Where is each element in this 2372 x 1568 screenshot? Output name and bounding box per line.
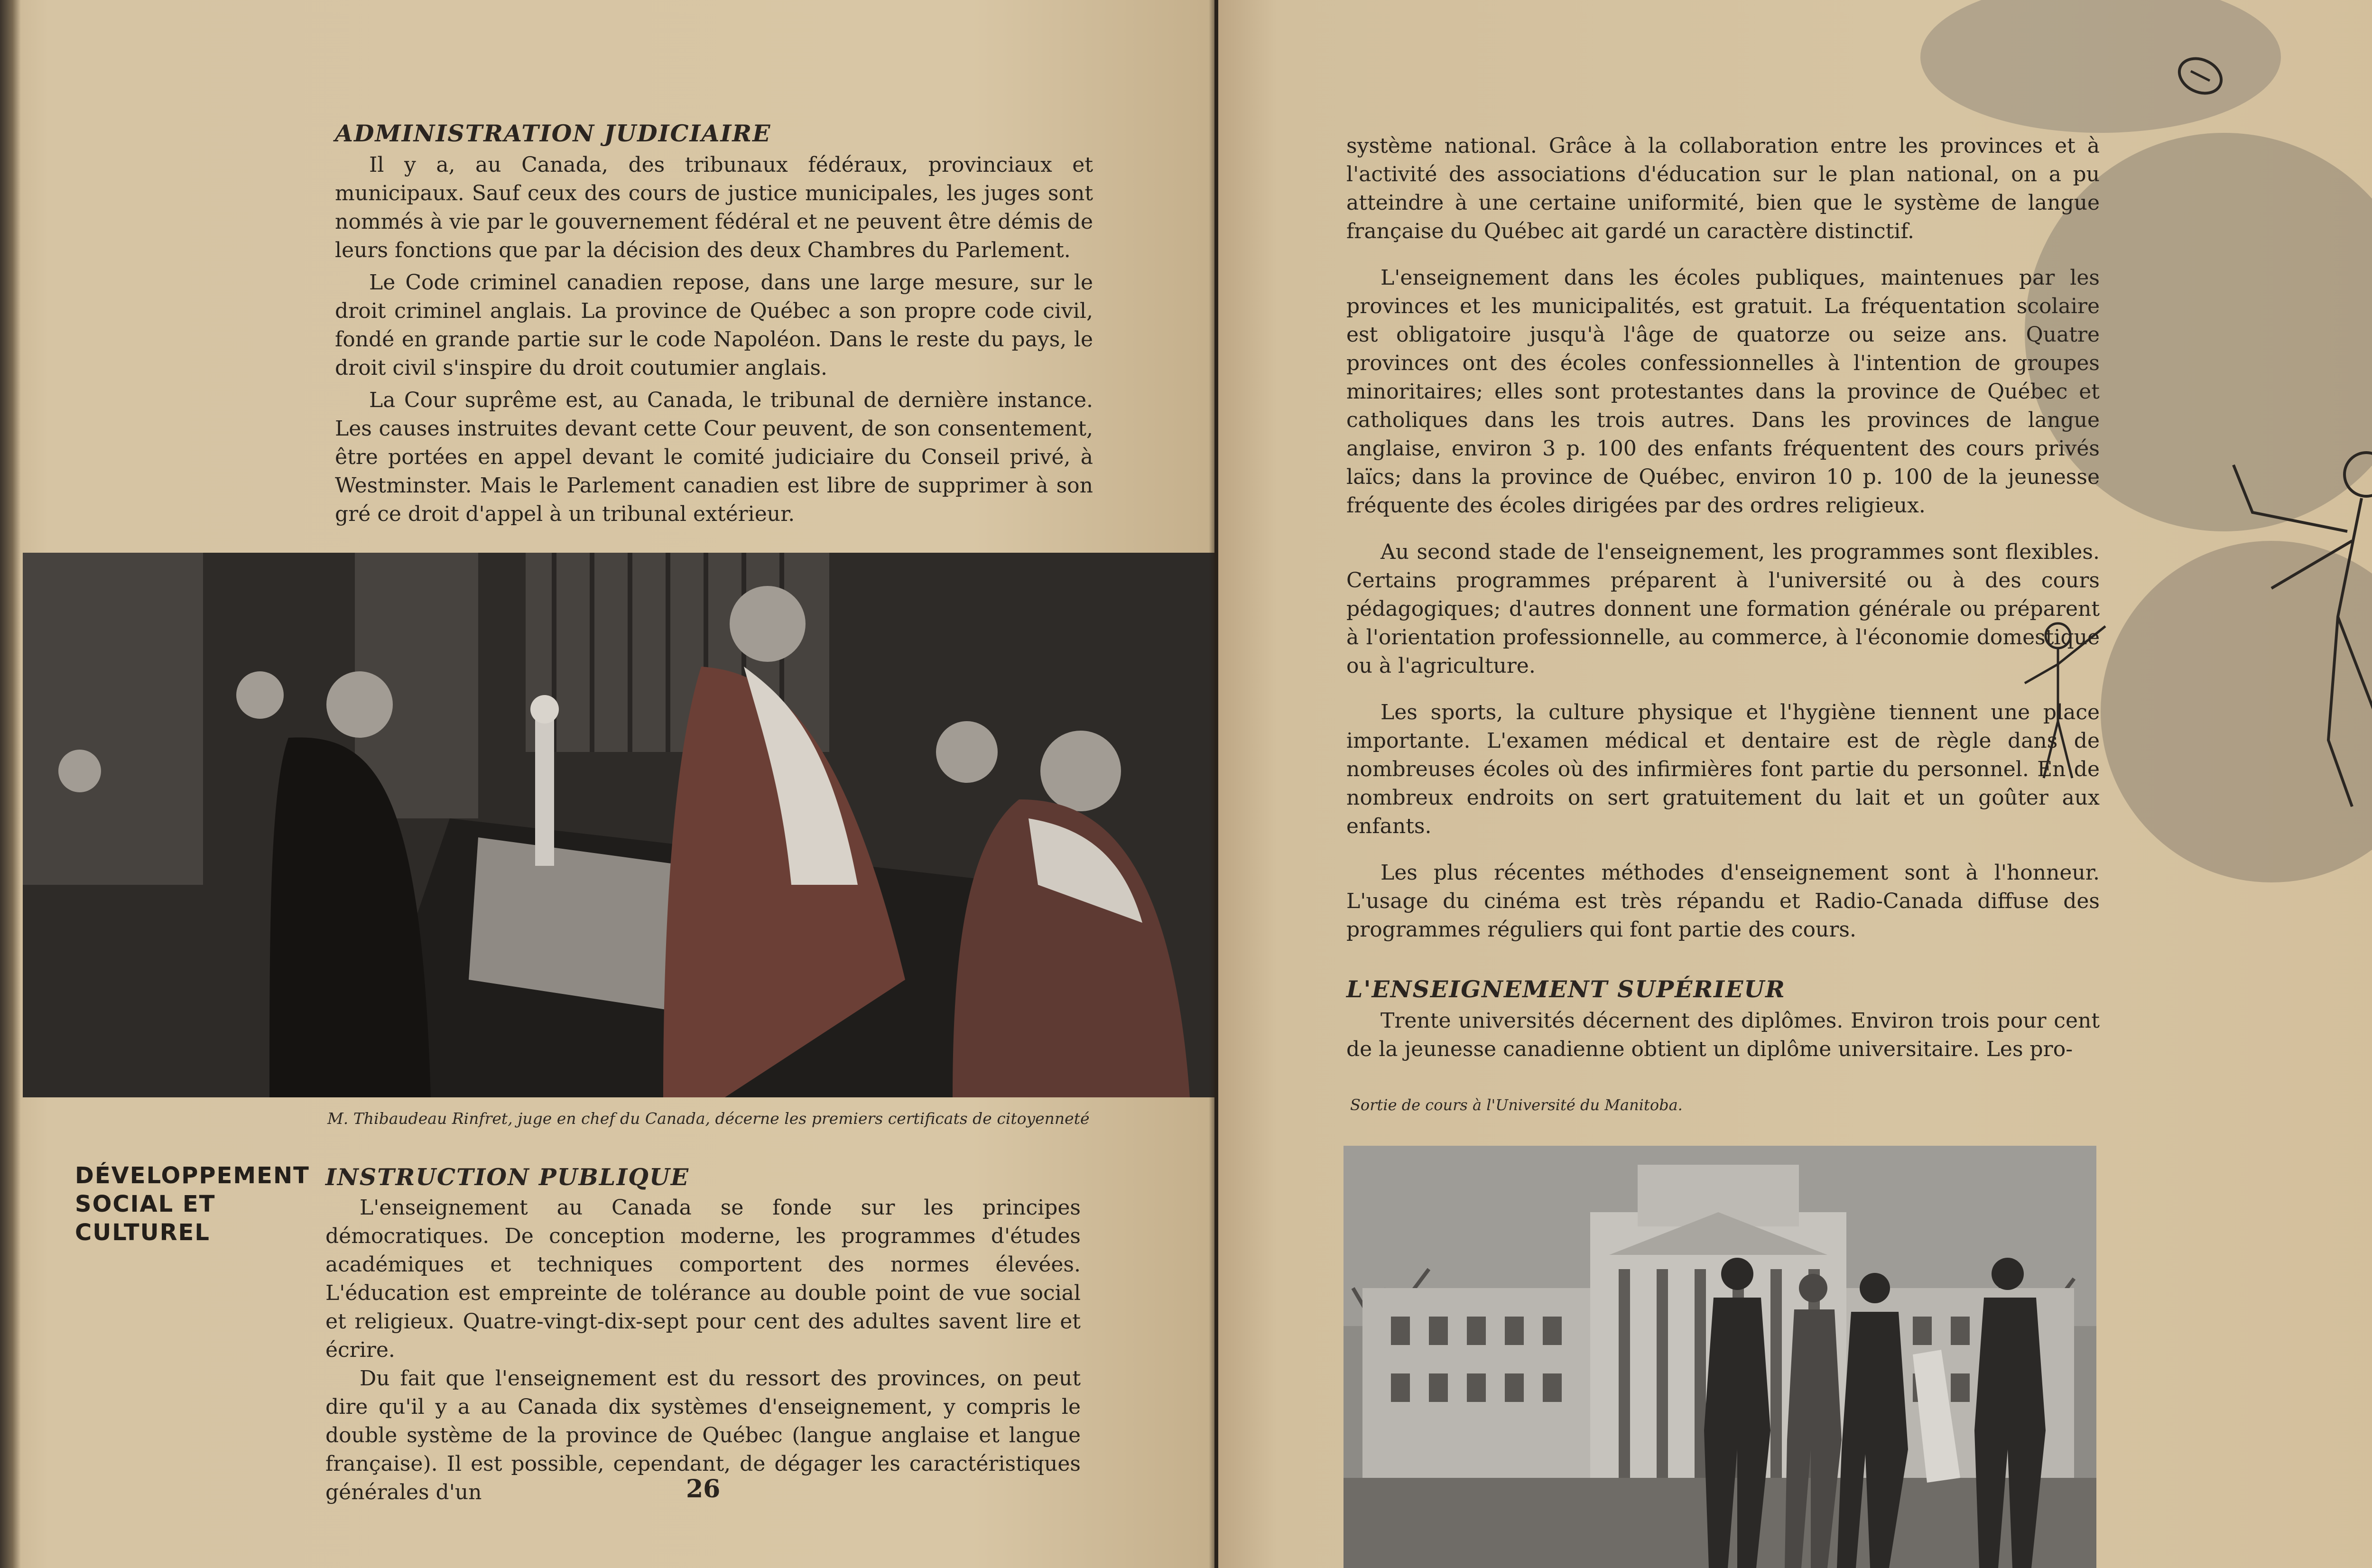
section-heading-superieur: L'ENSEIGNEMENT SUPÉRIEUR [1346, 975, 1786, 1003]
supreme-court-photo [23, 553, 1214, 1097]
side-title-line: SOCIAL ET [75, 1191, 216, 1217]
campus-photo-illustration [1344, 1146, 2096, 1568]
court-photo-caption: M. Thibaudeau Rinfret, juge en chef du Canada, décerne les premiers certificats de citoyenneté [327, 1109, 1090, 1128]
section-heading-administration: ADMINISTRATION JUDICIAIRE [335, 120, 771, 147]
campus-photo-caption: Sortie de cours à l'Université du Manitoba. [1350, 1096, 1683, 1114]
paragraph: Les sports, la culture physique et l'hygiène tiennent une place importante. L'examen médical et dentaire est de règle dans de nombreuses écoles où des infirmières font partie du personnel. En de nombreux endroits on sert gratuitement du lait et un goûter aux enfants. [1346, 700, 2100, 838]
right-column-text [1346, 132, 2100, 944]
page-edge-shadow [0, 0, 21, 1568]
side-section-title [75, 1161, 310, 1247]
administration-text [335, 151, 1093, 529]
paragraph: Trente universités décernent des diplômes. Environ trois pour cent de la jeunesse canadienne obtient un diplôme universitaire. Les pro- [1346, 1009, 2100, 1061]
paragraph: L'enseignement au Canada se fonde sur les principes démocratiques. De conception moderne, les programmes d'études académiques et techniques comportent des normes élevées. L'éducation est empreinte de tolérance au double point de vue social et religieux. Quatre-vingt-dix-sept pour cent des adultes savent lire et écrire. [325, 1196, 1081, 1362]
page-number: 26 [686, 1475, 721, 1503]
paragraph: Il y a, au Canada, des tribunaux fédéraux, provinciaux et municipaux. Sauf ceux des cours de justice municipales, les juges sont nommés à vie par le gouvernement fédéral et ne peuvent être démis de leurs fonctions que par la décision des deux Chambres du Parlement. [335, 153, 1093, 262]
paragraph: L'enseignement dans les écoles publiques, maintenues par les provinces et les municipalités, est gratuit. La fréquentation scolaire est obligatoire jusqu'à l'âge de quatorze ou seize ans. Quatre provinces ont des écoles confessionnelles à l'intention de groupes minoritaires; elles sont protestantes dans la province de Québec et catholiques dans les trois autres. Dans les provinces de langue anglaise, environ 3 p. 100 des enfants fréquentent des cours privés laïcs; dans la province de Québec, environ 10 p. 100 de la jeunesse fréquente des écoles dirigées par des ordres religieux. [1346, 266, 2100, 518]
superieur-text [1346, 1007, 2100, 1064]
paragraph: système national. Grâce à la collaboration entre les provinces et à l'activité des associations d'éducation sur le plan national, on a pu atteindre à une certaine uniformité, bien que le système de langue française du Québec ait gardé un caractère distinctif. [1346, 134, 2100, 243]
paragraph: Les plus récentes méthodes d'enseignement sont à l'honneur. L'usage du cinéma est très répandu et Radio-Canada diffuse des programmes réguliers qui font partie des cours. [1346, 861, 2100, 942]
instruction-text [325, 1194, 1081, 1507]
side-title-line: CULTUREL [75, 1219, 210, 1246]
university-campus-photo [1344, 1146, 2096, 1568]
side-title-line: DÉVELOPPEMENT [75, 1162, 310, 1189]
court-photo-illustration [23, 553, 1214, 1097]
section-heading-instruction: INSTRUCTION PUBLIQUE [325, 1163, 690, 1191]
paragraph: La Cour suprême est, au Canada, le tribunal de dernière instance. Les causes instruites devant cette Cour peuvent, de son consentement, être portées en appel devant le comité judiciaire du Conseil privé, à Westminster. Mais le Parlement canadien est libre de supprimer à son gré ce droit d'appel à un tribunal extérieur. [335, 388, 1093, 526]
paragraph: Au second stade de l'enseignement, les programmes sont flexibles. Certains programmes préparent à l'université ou à des cours pédagogiques; d'autres donnent une formation générale ou préparent à l'orientation professionnelle, au commerce, à l'économie domestique ou à l'agriculture. [1346, 540, 2100, 678]
paragraph: Du fait que l'enseignement est du ressort des provinces, on peut dire qu'il y a au Canada dix systèmes d'enseignement, y compris le double système de la province de Québec (langue anglaise et langue française). Il est possible, cependant, de dégager les caractéristiques générales d'un [325, 1366, 1081, 1504]
paragraph: Le Code criminel canadien repose, dans une large mesure, sur le droit criminel anglais. La province de Québec a son propre code civil, fondé en grande partie sur le code Napoléon. Dans le reste du pays, le droit civil s'inspire du droit coutumier anglais. [335, 270, 1093, 380]
